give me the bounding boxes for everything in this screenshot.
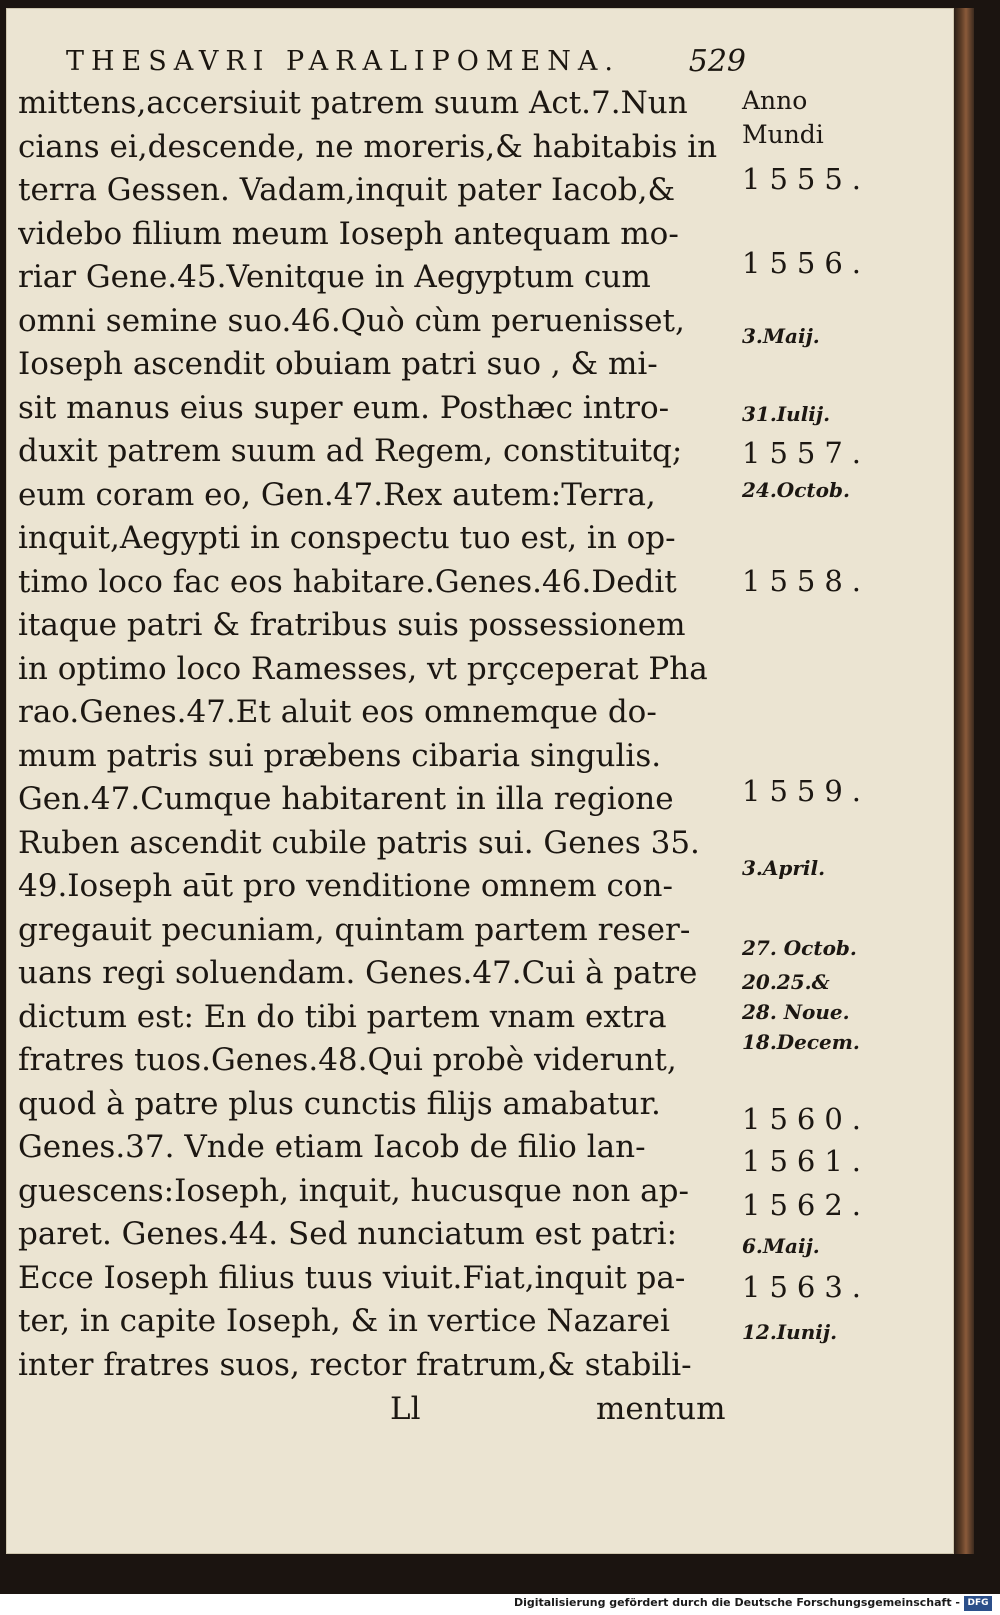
margin-note-date: 3.April. (742, 856, 826, 880)
text-line: Genes.37. Vnde etiam Iacob de filio lan- (18, 1129, 646, 1165)
text-line: cians ei,descende, ne moreris,& habitabis in (18, 128, 718, 165)
text-line: omni semine suo.46.Quò cùm peruenisset, (18, 302, 685, 339)
text-line: 49.Ioseph aūt pro venditione omnem con- (18, 868, 673, 904)
margin-note-year: 1559. (742, 774, 871, 808)
margin-note-date: 18.Decem. (742, 1030, 860, 1054)
text-line: in optimo loco Ramesses, vt prçceperat Pha (18, 650, 708, 687)
text-line: uans regi soluendam. Genes.47.Cui à patre (18, 955, 698, 991)
margin-note-date: 3.Maij. (742, 324, 820, 348)
margin-note-head: Anno (742, 86, 808, 115)
text-line: Ioseph ascendit obuiam patri suo , & mi- (18, 346, 658, 382)
digitization-credit-bar (0, 1594, 1000, 1615)
text-line: ter, in capite Ioseph, & in vertice Nazarei (18, 1303, 670, 1339)
margin-note-date: 27. Octob. (742, 936, 857, 960)
text-line: paret. Genes.44. Sed nunciatum est patri: (18, 1216, 678, 1252)
text-line: dictum est: En do tibi partem vnam extra (18, 998, 667, 1035)
text-line: riar Gene.45.Venitque in Aegyptum cum (18, 259, 651, 295)
text-line: eum coram eo, Gen.47.Rex autem:Terra, (18, 476, 656, 513)
margin-note-year: 1558. (742, 564, 871, 598)
margin-note-year: 1563. (742, 1270, 871, 1304)
text-line: guescens:Ioseph, inquit, hucusque non ap- (18, 1172, 689, 1209)
margin-note-date: 31.Iulij. (742, 402, 831, 426)
margin-note-year: 1561. (742, 1144, 871, 1178)
page-header (66, 40, 746, 80)
margin-note-date: 6.Maij. (742, 1234, 820, 1258)
dfg-logo: DFG (964, 1596, 992, 1611)
text-line: rao.Genes.47.Et aluit eos omnemque do- (18, 694, 657, 730)
text-line: terra Gessen. Vadam,inquit pater Iacob,& (18, 172, 676, 208)
text-line: Ecce Ioseph filius tuus viuit.Fiat,inquit pa- (18, 1259, 686, 1296)
margin-note-year: 1557. (742, 436, 871, 470)
margin-note-year: 1556. (742, 246, 871, 280)
text-line: fratres tuos.Genes.48.Qui probè viderunt, (18, 1042, 677, 1078)
catchword: mentum (596, 1391, 726, 1427)
page-number: 529 (688, 44, 746, 79)
margin-note-year: 1555. (742, 162, 871, 196)
margin-note-year: 1562. (742, 1188, 871, 1222)
text-line: sit manus eius super eum. Posthæc intro- (18, 389, 670, 426)
margin-note-year: 1560. (742, 1102, 871, 1136)
credit-text: Digitalisierung gefördert durch die Deutsche Forschungsgemeinschaft - (513, 1596, 960, 1609)
text-line: mittens,accersiuit patrem suum Act.7.Nun (18, 85, 688, 121)
margin-note-date: 12.Iunij. (742, 1320, 838, 1344)
text-line: Ruben ascendit cubile patris sui. Genes 35. (18, 824, 700, 861)
text-line: timo loco fac eos habitare.Genes.46.Dedit (18, 563, 677, 600)
text-line: inquit,Aegypti in conspectu tuo est, in op- (18, 520, 676, 556)
margin-note-date: 20.25.& (742, 970, 830, 994)
book-spine (974, 8, 1000, 1554)
page-edge (954, 8, 974, 1554)
text-line: gregauit pecuniam, quintam partem reser- (18, 911, 691, 948)
text-line: duxit patrem suum ad Regem, constituitq; (18, 433, 683, 469)
text-line: quod à patre plus cunctis filijs amabatur. (18, 1085, 661, 1122)
main-text-block (18, 82, 750, 1387)
margin-note-date: 24.Octob. (742, 478, 850, 502)
text-line: inter fratres suos, rector fratrum,& stabili- (18, 1346, 692, 1383)
margin-notes (742, 84, 872, 1384)
text-line: Gen.47.Cumque habitarent in illa regione (18, 781, 674, 817)
running-title: THESAVRI PARALIPOMENA. (66, 46, 620, 77)
text-line: videbo filium meum Ioseph antequam mo- (18, 215, 679, 252)
text-line: itaque patri & fratribus suis possessionem (18, 607, 686, 643)
margin-note-date: 28. Noue. (742, 1000, 850, 1024)
text-line: mum patris sui præbens cibaria singulis. (18, 737, 662, 774)
signature-mark: Ll (390, 1391, 421, 1427)
margin-note-head: Mundi (742, 120, 824, 149)
